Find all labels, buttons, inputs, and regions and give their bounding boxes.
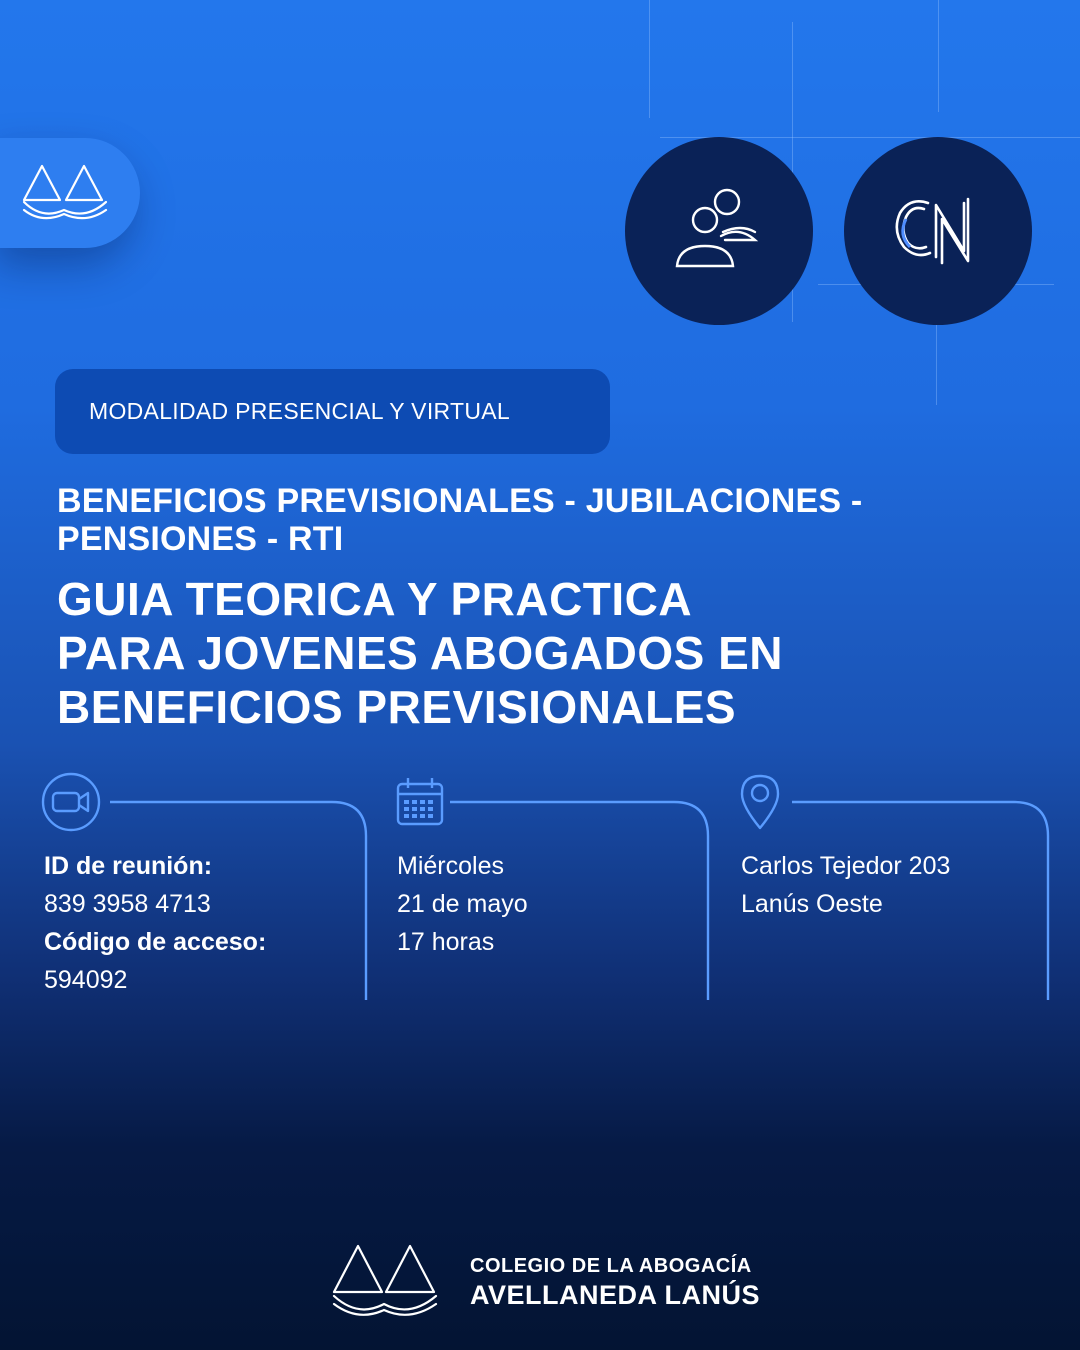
location-area: Lanús Oeste — [741, 890, 883, 918]
event-date: 21 de mayo — [397, 890, 528, 918]
side-logo-tab — [0, 138, 140, 248]
virtual-meeting-details — [44, 847, 266, 999]
footer-brand — [330, 1242, 770, 1322]
mode-badge-label: MODALIDAD PRESENCIAL Y VIRTUAL — [89, 398, 511, 424]
footer-line-1: COLEGIO DE LA ABOGACÍA — [470, 1255, 752, 1277]
access-code-label: Código de acceso: — [44, 928, 267, 956]
decor-line — [936, 325, 937, 405]
calendar-icon — [394, 776, 446, 828]
location-details — [741, 847, 950, 923]
event-time: 17 horas — [397, 928, 495, 956]
cn-circle — [844, 137, 1032, 325]
access-code-value: 594092 — [44, 966, 128, 994]
title-line: BENEFICIOS PREVISIONALES — [57, 681, 737, 733]
college-logo-icon — [20, 162, 110, 224]
event-title — [57, 572, 1017, 734]
footer-text — [470, 1253, 760, 1311]
decor-line — [938, 0, 939, 112]
cn-logo — [888, 191, 988, 271]
title-line: PARA JOVENES ABOGADOS EN — [57, 627, 783, 679]
meeting-id-value: 839 3958 4713 — [44, 890, 211, 918]
people-icon — [669, 186, 769, 276]
location-pin-icon — [738, 772, 782, 832]
footer-line-2: AVELLANEDA LANÚS — [470, 1280, 760, 1310]
location-address: Carlos Tejedor 203 — [741, 852, 951, 880]
video-camera-icon — [40, 771, 102, 833]
decor-line — [649, 0, 650, 118]
event-day: Miércoles — [397, 852, 504, 880]
people-circle — [625, 137, 813, 325]
meeting-id-label: ID de reunión: — [44, 852, 213, 880]
event-subtitle: BENEFICIOS PREVISIONALES - JUBILACIONES - PENSIONES - RTI — [57, 482, 863, 558]
date-details — [397, 847, 528, 961]
mode-badge — [55, 369, 610, 454]
college-logo-icon — [330, 1242, 440, 1322]
title-line: GUIA TEORICA Y PRACTICA — [57, 573, 693, 625]
